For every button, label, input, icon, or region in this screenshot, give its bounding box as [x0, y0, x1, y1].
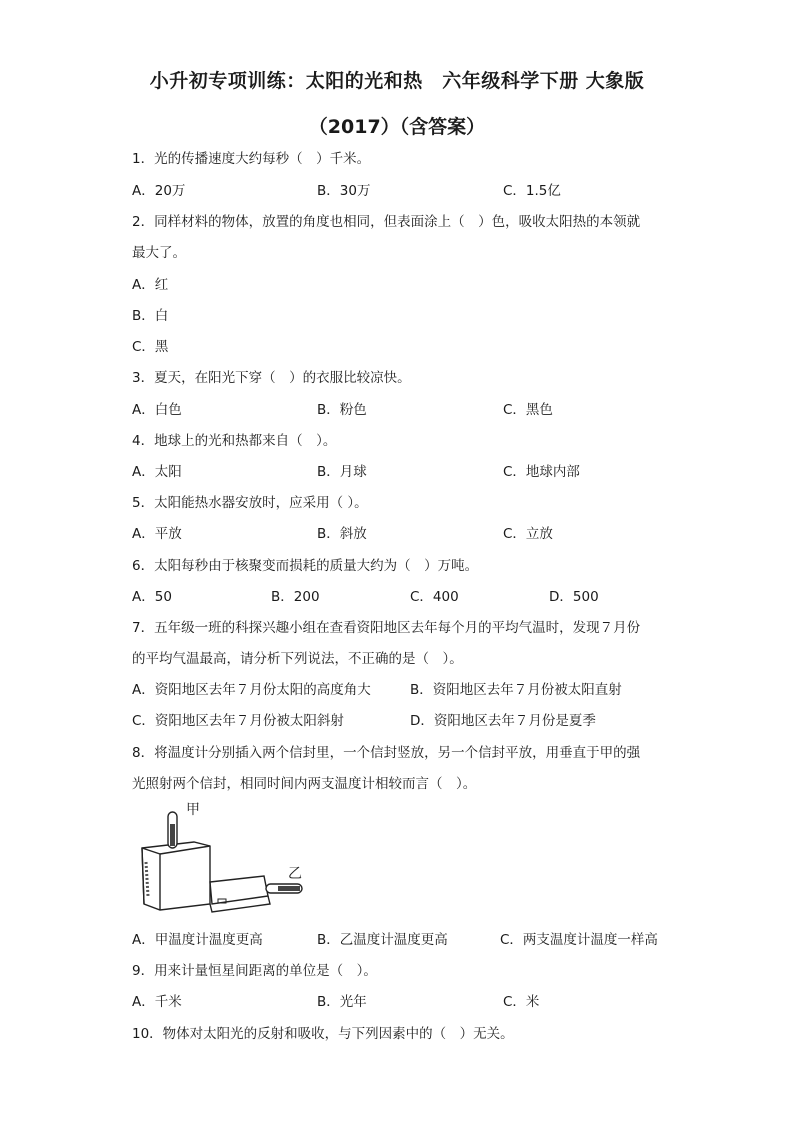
question-9-stem: 9．用来计量恒星间距离的单位是（ ）。: [132, 963, 377, 979]
document-title-line1: 小升初专项训练：太阳的光和热 六年级科学下册 大象版: [149, 70, 645, 92]
question-9-option-c: C．米: [503, 994, 540, 1010]
question-6-option-a: A．50: [132, 589, 172, 605]
question-8-option-a: A．甲温度计温度更高: [132, 932, 263, 948]
question-5-stem: 5．太阳能热水器安放时，应采用（ ）。: [132, 495, 368, 511]
question-1-option-a: A．20万: [132, 183, 186, 199]
question-7-option-c: C．资阳地区去年７月份被太阳斜射: [132, 713, 344, 729]
question-2-stem-line2: 最大了。: [132, 245, 186, 261]
question-5-option-b: B．斜放: [317, 526, 367, 542]
horizontal-envelope: [210, 876, 270, 912]
question-2-stem-line1: 2．同样材料的物体，放置的角度也相同，但表面涂上（ ）色，吸收太阳热的本领就: [132, 214, 641, 230]
question-8-stem-line2: 光照射两个信封，相同时间内两支温度计相较而言（ ）。: [132, 776, 477, 792]
question-4-stem: 4．地球上的光和热都来自（ ）。: [132, 433, 337, 449]
question-8-stem-line1: 8．将温度计分别插入两个信封里，一个信封竖放，另一个信封平放，用垂直于甲的强: [132, 745, 641, 761]
question-3-option-c: C．黑色: [503, 402, 553, 418]
question-5-option-c: C．立放: [503, 526, 553, 542]
question-7-option-d: D．资阳地区去年７月份是夏季: [410, 713, 596, 729]
question-10-stem: 10．物体对太阳光的反射和吸收，与下列因素中的（ ）无关。: [132, 1026, 514, 1042]
question-8-option-b: B．乙温度计温度更高: [317, 932, 448, 948]
thermometer-jia: [168, 812, 177, 848]
question-2-option-c: C．黑: [132, 339, 169, 355]
question-6-option-d: D．500: [549, 589, 599, 605]
question-3-option-b: B．粉色: [317, 402, 367, 418]
question-1-option-b: B．30万: [317, 183, 371, 199]
question-8-option-c: C．两支温度计温度一样高: [500, 932, 658, 948]
envelope-thermometer-figure: [130, 800, 320, 922]
document-title-line2: （2017）（含答案）: [308, 116, 486, 138]
question-7-option-a: A．资阳地区去年７月份太阳的高度角大: [132, 682, 371, 698]
question-4-option-b: B．月球: [317, 464, 367, 480]
label-yi: 乙: [288, 866, 302, 882]
question-1-stem: 1．光的传播速度大约每秒（ ）千米。: [132, 151, 371, 167]
question-7-option-b: B．资阳地区去年７月份被太阳直射: [410, 682, 622, 698]
question-2-option-b: B．白: [132, 308, 169, 324]
label-jia: 甲: [186, 802, 200, 818]
question-6-option-b: B．200: [271, 589, 320, 605]
question-9-option-b: B．光年: [317, 994, 367, 1010]
question-4-option-a: A．太阳: [132, 464, 182, 480]
question-6-stem: 6．太阳每秒由于核聚变而损耗的质量大约为（ ）万吨。: [132, 558, 479, 574]
question-1-option-c: C．1.5亿: [503, 183, 561, 199]
vertical-envelope: [142, 842, 210, 910]
question-3-option-a: A．白色: [132, 402, 182, 418]
thermometer-yi: [266, 884, 302, 893]
question-6-option-c: C．400: [410, 589, 459, 605]
question-7-stem-line1: 7．五年级一班的科探兴趣小组在查看资阳地区去年每个月的平均气温时，发现７月份: [132, 620, 641, 636]
question-9-option-a: A．千米: [132, 994, 182, 1010]
question-2-option-a: A．红: [132, 277, 169, 293]
question-4-option-c: C．地球内部: [503, 464, 580, 480]
question-3-stem: 3．夏天，在阳光下穿（ ）的衣服比较凉快。: [132, 370, 411, 386]
question-5-option-a: A．平放: [132, 526, 182, 542]
question-7-stem-line2: 的平均气温最高，请分析下列说法，不正确的是（ ）。: [132, 651, 463, 667]
